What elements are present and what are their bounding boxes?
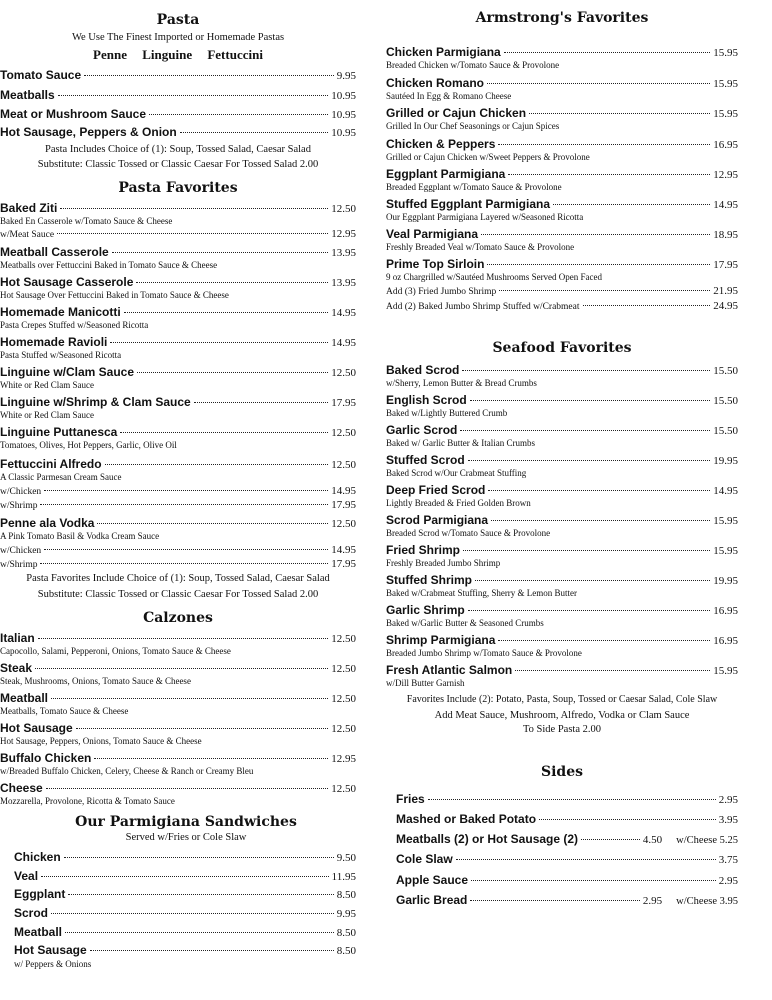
item-option xyxy=(0,544,356,556)
item-description: Steak, Mushrooms, Onions, Tomato Sauce & Cheese xyxy=(0,676,191,686)
leader-dots xyxy=(40,563,328,564)
item-description: w/ Peppers & Onions xyxy=(14,959,92,969)
item-description: A Classic Parmesan Cream Sauce xyxy=(0,472,122,482)
item-price: 17.95 xyxy=(713,259,738,271)
menu-item xyxy=(386,167,738,181)
item-description: Breaded Chicken w/Tomato Sauce & Provolone xyxy=(386,60,560,70)
item-price: 12.95 xyxy=(331,753,356,765)
item-description: Tomatoes, Olives, Hot Peppers, Garlic, Olive Oil xyxy=(0,440,177,450)
pasta-favorites-note: Pasta Favorites Include Choice of (1): Soup, Tossed Salad, Caesar Salad xyxy=(26,573,330,584)
item-name: Stuffed Shrimp xyxy=(386,573,472,587)
leader-dots xyxy=(428,799,716,800)
item-name: Scrod xyxy=(14,906,49,920)
leader-dots xyxy=(468,460,711,461)
item-price: 18.95 xyxy=(713,229,738,241)
menu-item xyxy=(386,76,738,90)
leader-dots xyxy=(487,83,710,84)
menu-item xyxy=(386,137,738,151)
item-description: Freshly Breaded Jumbo Shrimp xyxy=(386,558,501,568)
menu-item xyxy=(0,245,356,259)
menu-item xyxy=(386,543,738,557)
menu-item xyxy=(0,751,356,765)
item-name: Chicken & Peppers xyxy=(386,137,496,151)
menu-item xyxy=(0,125,356,139)
menu-item xyxy=(386,363,738,377)
menu-item xyxy=(386,393,738,407)
item-price: 15.95 xyxy=(713,515,738,527)
menu-item xyxy=(386,573,738,587)
leader-dots xyxy=(124,312,329,313)
leader-dots xyxy=(460,430,710,431)
item-description: Baked w/Garlic Butter & Seasoned Crumbs xyxy=(386,618,544,628)
item-description: Grilled or Cajun Chicken w/Sweet Peppers & Provolone xyxy=(386,152,590,162)
item-name: Meatballs xyxy=(0,88,55,102)
item-name: Mashed or Baked Potato xyxy=(396,812,537,826)
option-label: Add (3) Fried Jumbo Shrimp xyxy=(386,287,497,297)
item-description: Breaded Jumbo Shrimp w/Tomato Sauce & Provolone xyxy=(386,648,582,658)
item-description: Meatballs over Fettuccini Baked in Tomato Sauce & Cheese xyxy=(0,260,218,270)
item-name: Cheese xyxy=(0,781,43,795)
item-name: Stuffed Scrod xyxy=(386,453,465,467)
item-description: Baked Scrod w/Our Crabmeat Stuffing xyxy=(386,468,527,478)
item-price: 9.95 xyxy=(336,908,356,920)
item-price: 3.75 xyxy=(718,854,738,866)
item-name: Veal xyxy=(14,869,39,883)
menu-item xyxy=(0,365,356,379)
item-description: Baked En Casserole w/Tomato Sauce & Cheese xyxy=(0,216,173,226)
item-price: 14.95 xyxy=(713,199,738,211)
item-name: Hot Sausage xyxy=(14,943,87,957)
leader-dots xyxy=(112,252,329,253)
item-name: Fried Shrimp xyxy=(386,543,461,557)
item-name: Stuffed Eggplant Parmigiana xyxy=(386,197,551,211)
leader-dots xyxy=(481,234,710,235)
item-price: 14.95 xyxy=(713,485,738,497)
leader-dots xyxy=(508,174,710,175)
menu-item xyxy=(0,425,356,439)
item-name: Baked Scrod xyxy=(386,363,460,377)
menu-item xyxy=(0,275,356,289)
item-name: Cole Slaw xyxy=(396,852,453,866)
item-name: Italian xyxy=(0,631,35,645)
pasta-types: Penne Linguine Fettuccini xyxy=(93,47,263,62)
leader-dots xyxy=(137,372,328,373)
leader-dots xyxy=(529,113,710,114)
leader-dots xyxy=(35,668,328,669)
item-price: 2.95 xyxy=(642,895,663,907)
menu-item xyxy=(0,721,356,735)
item-price: 14.95 xyxy=(331,307,356,319)
menu-item xyxy=(396,812,738,826)
option-label: w/Shrimp xyxy=(0,501,38,511)
item-name: Deep Fried Scrod xyxy=(386,483,486,497)
item-price: 12.50 xyxy=(331,427,356,439)
calzones-title: Calzones xyxy=(143,610,213,626)
menu-item xyxy=(386,106,738,120)
option-label: Add (2) Baked Jumbo Shrimp Stuffed w/Crabmeat xyxy=(386,302,580,312)
item-price: 12.50 xyxy=(331,203,356,215)
item-name: Linguine w/Clam Sauce xyxy=(0,365,135,379)
item-price: 12.50 xyxy=(331,633,356,645)
item-price: 11.95 xyxy=(331,871,356,883)
item-price: 3.95 xyxy=(718,814,738,826)
seafood-note: Add Meat Sauce, Mushroom, Alfredo, Vodka or Clam Sauce xyxy=(434,710,690,721)
leader-dots xyxy=(76,728,329,729)
item-name: Baked Ziti xyxy=(0,201,58,215)
menu-item xyxy=(0,107,356,121)
item-price: 12.50 xyxy=(331,367,356,379)
menu-item xyxy=(0,457,356,471)
leader-dots xyxy=(583,305,711,306)
item-name: Garlic Bread xyxy=(396,893,468,907)
menu-item xyxy=(14,869,356,883)
leader-dots xyxy=(471,880,716,881)
menu-item xyxy=(0,516,356,530)
menu-item xyxy=(14,925,356,939)
item-description: Baked w/ Garlic Butter & Italian Crumbs xyxy=(386,438,535,448)
item-name: Chicken Parmigiana xyxy=(386,45,501,59)
item-name: Garlic Scrod xyxy=(386,423,458,437)
item-name: Eggplant xyxy=(14,887,66,901)
menu-item xyxy=(386,663,738,677)
option-label: w/Chicken xyxy=(0,487,42,497)
item-option xyxy=(0,499,356,511)
option-price: 17.95 xyxy=(331,499,356,511)
sides-title: Sides xyxy=(540,764,583,780)
item-description: Mozzarella, Provolone, Ricotta & Tomato Sauce xyxy=(0,796,175,806)
item-description: 9 oz Chargrilled w/Sautéed Mushrooms Served Open Faced xyxy=(386,272,603,282)
menu-item xyxy=(386,423,738,437)
item-name: Apple Sauce xyxy=(396,873,469,887)
item-description: Hot Sausage, Peppers, Onions, Tomato Sauce & Cheese xyxy=(0,736,202,746)
pasta-note: Substitute: Classic Tossed or Classic Caesar For Tossed Salad 2.00 xyxy=(37,159,319,170)
leader-dots xyxy=(515,670,710,671)
item-price: 15.95 xyxy=(713,665,738,677)
leader-dots xyxy=(194,402,329,403)
menu-item xyxy=(0,781,356,795)
leader-dots xyxy=(40,504,328,505)
item-name: Meatballs (2) or Hot Sausage (2) xyxy=(396,832,579,846)
seafood-title: Seafood Favorites xyxy=(492,340,632,356)
leader-dots xyxy=(110,342,328,343)
item-price: 8.50 xyxy=(336,945,356,957)
seafood-note: Favorites Include (2): Potato, Pasta, Soup, Tossed or Caesar Salad, Cole Slaw xyxy=(406,694,718,705)
item-description: w/Breaded Buffalo Chicken, Celery, Cheese & Ranch or Creamy Bleu xyxy=(0,766,254,776)
menu-item xyxy=(0,305,356,319)
item-price: 8.50 xyxy=(336,927,356,939)
item-name: Veal Parmigiana xyxy=(386,227,479,241)
cheese-option: w/Cheese 5.25 xyxy=(676,835,738,846)
leader-dots xyxy=(488,490,710,491)
item-name: Shrimp Parmigiana xyxy=(386,633,496,647)
leader-dots xyxy=(180,132,329,133)
item-option xyxy=(386,300,738,312)
item-description: Hot Sausage Over Fettuccini Baked in Tomato Sauce & Cheese xyxy=(0,290,229,300)
menu-item xyxy=(386,483,738,497)
item-name: Chicken Romano xyxy=(386,76,485,90)
seafood-note: To Side Pasta 2.00 xyxy=(522,724,601,735)
menu-item xyxy=(396,832,738,846)
item-price: 14.95 xyxy=(331,337,356,349)
item-name: Garlic Shrimp xyxy=(386,603,465,617)
leader-dots xyxy=(475,580,710,581)
menu-item xyxy=(14,943,356,957)
leader-dots xyxy=(65,932,334,933)
leader-dots xyxy=(58,95,329,96)
item-name: Scrod Parmigiana xyxy=(386,513,489,527)
item-name: Fries xyxy=(396,792,425,806)
item-name: Meatball Casserole xyxy=(0,245,109,259)
item-description: Pasta Stuffed w/Seasoned Ricotta xyxy=(0,350,122,360)
sandwiches-title: Our Parmigiana Sandwiches xyxy=(75,814,297,830)
item-description: Lightly Breaded & Fried Golden Brown xyxy=(386,498,531,508)
item-price: 2.95 xyxy=(718,794,738,806)
leader-dots xyxy=(463,550,710,551)
item-price: 12.50 xyxy=(331,663,356,675)
item-name: Linguine w/Shrimp & Clam Sauce xyxy=(0,395,191,409)
leader-dots xyxy=(46,788,329,789)
item-option xyxy=(386,285,738,297)
item-description: Pasta Crepes Stuffed w/Seasoned Ricotta xyxy=(0,320,149,330)
item-description: w/Dill Butter Garnish xyxy=(386,678,465,688)
leader-dots xyxy=(68,894,333,895)
leader-dots xyxy=(90,950,334,951)
option-price: 17.95 xyxy=(331,558,356,570)
item-description: Sautéed In Egg & Romano Cheese xyxy=(386,91,512,101)
item-name: Meat or Mushroom Sauce xyxy=(0,107,147,121)
pasta-note: Pasta Includes Choice of (1): Soup, Tossed Salad, Caesar Salad xyxy=(45,144,311,155)
pasta-title: Pasta xyxy=(156,12,200,28)
leader-dots xyxy=(94,758,328,759)
menu-item xyxy=(396,792,738,806)
item-price: 12.50 xyxy=(331,783,356,795)
leader-dots xyxy=(84,75,334,76)
menu-item xyxy=(396,852,738,866)
leader-dots xyxy=(136,282,328,283)
menu-item xyxy=(14,887,356,901)
leader-dots xyxy=(504,52,711,53)
item-price: 2.95 xyxy=(718,875,738,887)
item-price: 9.95 xyxy=(336,70,356,82)
leader-dots xyxy=(57,233,328,234)
item-price: 15.95 xyxy=(713,47,738,59)
item-description: Capocollo, Salami, Pepperoni, Onions, Tomato Sauce & Cheese xyxy=(0,646,231,656)
menu-item xyxy=(0,631,356,645)
item-name: Prime Top Sirloin xyxy=(386,257,485,271)
armstrong-title: Armstrong's Favorites xyxy=(475,10,649,26)
leader-dots xyxy=(553,204,710,205)
item-name: Hot Sausage, Peppers & Onion xyxy=(0,125,177,139)
menu-item xyxy=(396,873,738,887)
item-price: 10.95 xyxy=(331,90,356,102)
item-description: A Pink Tomato Basil & Vodka Cream Sauce xyxy=(0,531,160,541)
sandwiches-subtitle: Served w/Fries or Cole Slaw xyxy=(125,832,247,843)
item-price: 10.95 xyxy=(331,109,356,121)
item-price: 12.95 xyxy=(713,169,738,181)
leader-dots xyxy=(44,490,328,491)
item-name: Steak xyxy=(0,661,33,675)
item-price: 15.95 xyxy=(713,545,738,557)
item-price: 15.50 xyxy=(713,395,738,407)
item-price: 12.50 xyxy=(331,693,356,705)
item-name: Homemade Manicotti xyxy=(0,305,121,319)
leader-dots xyxy=(38,638,329,639)
item-price: 12.50 xyxy=(331,723,356,735)
menu-item xyxy=(386,513,738,527)
item-name: English Scrod xyxy=(386,393,467,407)
option-price: 12.95 xyxy=(331,228,356,240)
menu-item xyxy=(386,453,738,467)
item-name: Hot Sausage xyxy=(0,721,73,735)
item-price: 15.50 xyxy=(713,365,738,377)
menu-item xyxy=(386,227,738,241)
item-description: Breaded Scrod w/Tomato Sauce & Provolone xyxy=(386,528,551,538)
menu-item xyxy=(386,603,738,617)
item-description: Meatballs, Tomato Sauce & Cheese xyxy=(0,706,129,716)
item-description: Our Eggplant Parmigiana Layered w/Seasoned Ricotta xyxy=(386,212,584,222)
leader-dots xyxy=(470,900,640,901)
pasta-favorites-title: Pasta Favorites xyxy=(118,180,238,196)
leader-dots xyxy=(120,432,328,433)
menu-item xyxy=(14,906,356,920)
menu-item xyxy=(0,661,356,675)
pasta-intro: We Use The Finest Imported or Homemade Pastas xyxy=(71,32,285,43)
leader-dots xyxy=(487,264,710,265)
item-price: 8.50 xyxy=(336,889,356,901)
item-name: Grilled or Cajun Chicken xyxy=(386,106,527,120)
item-option xyxy=(0,558,356,570)
leader-dots xyxy=(581,839,640,840)
option-price: 14.95 xyxy=(331,544,356,556)
menu-item xyxy=(396,893,738,907)
item-price: 13.95 xyxy=(331,247,356,259)
item-option xyxy=(0,485,356,497)
item-price: 12.50 xyxy=(331,459,356,471)
item-description: Breaded Eggplant w/Tomato Sauce & Provolone xyxy=(386,182,562,192)
leader-dots xyxy=(64,857,334,858)
cheese-option: w/Cheese 3.95 xyxy=(676,896,738,907)
leader-dots xyxy=(41,876,329,877)
item-name: Tomato Sauce xyxy=(0,68,82,82)
item-price: 16.95 xyxy=(713,635,738,647)
menu-item xyxy=(0,335,356,349)
item-name: Meatball xyxy=(0,691,49,705)
item-price: 15.95 xyxy=(713,108,738,120)
item-price: 13.95 xyxy=(331,277,356,289)
item-description: White or Red Clam Sauce xyxy=(0,380,94,390)
leader-dots xyxy=(51,698,328,699)
leader-dots xyxy=(44,549,328,550)
item-name: Linguine Puttanesca xyxy=(0,425,118,439)
item-description: Grilled In Our Chef Seasonings or Cajun Spices xyxy=(386,121,560,131)
option-price: 24.95 xyxy=(713,300,738,312)
leader-dots xyxy=(462,370,710,371)
leader-dots xyxy=(149,114,328,115)
item-price: 16.95 xyxy=(713,139,738,151)
item-price: 16.95 xyxy=(713,605,738,617)
leader-dots xyxy=(105,464,329,465)
item-description: Baked w/Crabmeat Stuffing, Sherry & Lemon Butter xyxy=(386,588,578,598)
item-price: 10.95 xyxy=(331,127,356,139)
item-price: 9.50 xyxy=(336,852,356,864)
leader-dots xyxy=(539,819,716,820)
item-name: Eggplant Parmigiana xyxy=(386,167,506,181)
item-description: w/Sherry, Lemon Butter & Bread Crumbs xyxy=(386,378,537,388)
item-price: 15.95 xyxy=(713,78,738,90)
item-name: Buffalo Chicken xyxy=(0,751,92,765)
item-name: Homemade Ravioli xyxy=(0,335,108,349)
item-option xyxy=(0,228,356,240)
item-price: 4.50 xyxy=(642,834,663,846)
menu-item xyxy=(386,197,738,211)
menu-item xyxy=(0,88,356,102)
item-name: Hot Sausage Casserole xyxy=(0,275,134,289)
leader-dots xyxy=(97,523,328,524)
item-name: Fresh Atlantic Salmon xyxy=(386,663,513,677)
leader-dots xyxy=(51,913,334,914)
item-price: 19.95 xyxy=(713,455,738,467)
menu-item xyxy=(386,257,738,271)
menu-item xyxy=(386,633,738,647)
leader-dots xyxy=(498,640,710,641)
menu-item xyxy=(386,45,738,59)
option-price: 14.95 xyxy=(331,485,356,497)
item-name: Meatball xyxy=(14,925,63,939)
menu-item xyxy=(0,691,356,705)
item-price: 15.50 xyxy=(713,425,738,437)
item-name: Penne ala Vodka xyxy=(0,516,95,530)
leader-dots xyxy=(470,400,711,401)
pasta-favorites-note: Substitute: Classic Tossed or Classic Caesar For Tossed Salad 2.00 xyxy=(37,589,319,600)
option-price: 21.95 xyxy=(713,285,738,297)
item-name: Chicken xyxy=(14,850,61,864)
leader-dots xyxy=(60,208,328,209)
item-price: 12.50 xyxy=(331,518,356,530)
leader-dots xyxy=(468,610,711,611)
item-price: 19.95 xyxy=(713,575,738,587)
leader-dots xyxy=(491,520,710,521)
item-name: Fettuccini Alfredo xyxy=(0,457,102,471)
menu-item xyxy=(0,68,356,82)
option-label: w/Shrimp xyxy=(0,560,38,570)
item-description: Freshly Breaded Veal w/Tomato Sauce & Provolone xyxy=(386,242,575,252)
item-description: Baked w/Lightly Buttered Crumb xyxy=(386,408,508,418)
option-label: w/Meat Sauce xyxy=(0,230,55,240)
leader-dots xyxy=(499,290,710,291)
item-description: White or Red Clam Sauce xyxy=(0,410,94,420)
menu-item xyxy=(0,201,356,215)
leader-dots xyxy=(456,859,716,860)
option-label: w/Chicken xyxy=(0,546,42,556)
item-price: 17.95 xyxy=(331,397,356,409)
menu-item xyxy=(0,395,356,409)
menu-item xyxy=(14,850,356,864)
leader-dots xyxy=(498,144,710,145)
